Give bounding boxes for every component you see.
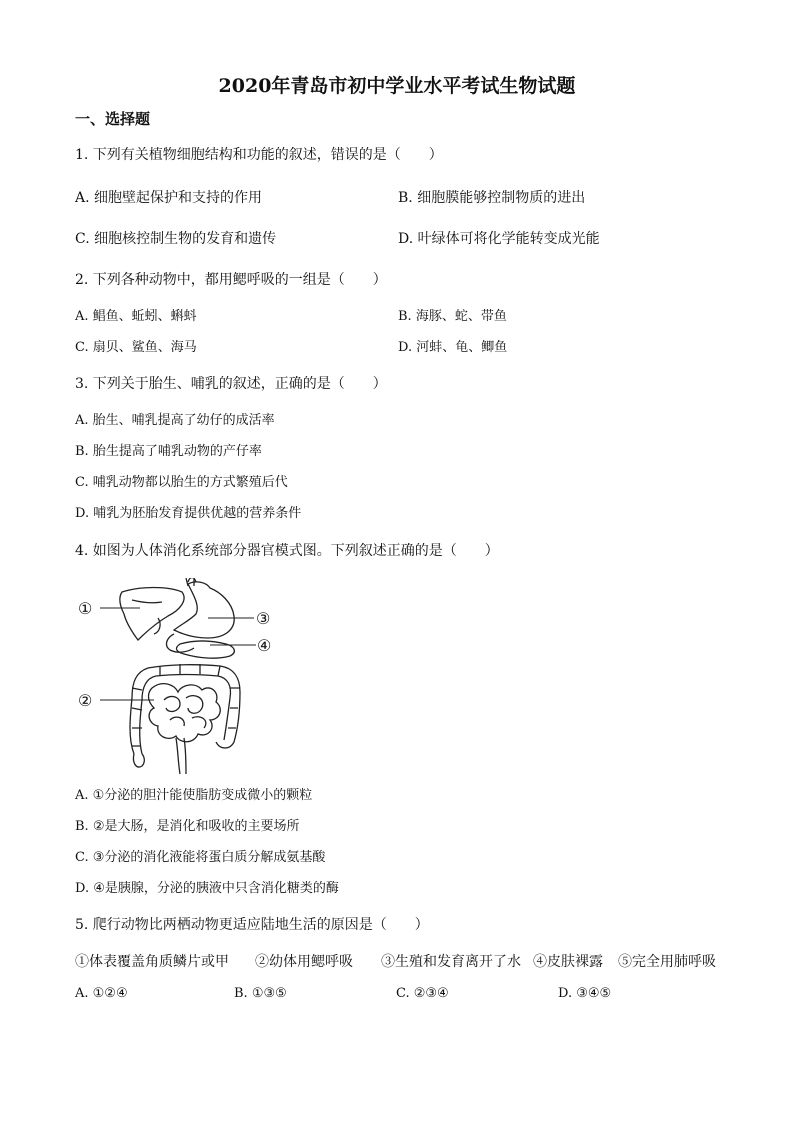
label-2: ② bbox=[78, 691, 93, 710]
question-2-option-c: C. 扇贝、鲨鱼、海马 bbox=[75, 340, 197, 355]
duodenum-shape bbox=[167, 634, 194, 652]
digestive-system-diagram bbox=[70, 578, 290, 776]
question-4-option-b: B. ②是大肠，是消化和吸收的主要场所 bbox=[75, 819, 300, 834]
question-1-option-b: B. 细胞膜能够控制物质的进出 bbox=[398, 190, 586, 206]
page-title: 2020年青岛市初中学业水平考试生物试题 bbox=[218, 75, 576, 97]
question-3-stem: 3. 下列关于胎生、哺乳的叙述，正确的是（ ） bbox=[75, 376, 387, 392]
question-5-option-a: A. ①②④ bbox=[75, 986, 128, 1001]
question-5-stem: 5. 爬行动物比两栖动物更适应陆地生活的原因是（ ） bbox=[75, 917, 429, 933]
question-5-option-d: D. ③④⑤ bbox=[558, 986, 612, 1001]
label-3: ③ bbox=[256, 609, 271, 628]
question-3-option-a: A. 胎生、哺乳提高了幼仔的成活率 bbox=[75, 413, 275, 428]
question-5-option-b: B. ①③⑤ bbox=[234, 986, 287, 1001]
question-5-statement-2: ②幼体用鳃呼吸 bbox=[255, 954, 353, 970]
small-intestine-shape bbox=[149, 684, 221, 742]
question-5-statement-1: ①体表覆盖角质鳞片或甲 bbox=[75, 954, 229, 970]
question-4-option-a: A. ①分泌的胆汁能使脂肪变成微小的颗粒 bbox=[75, 788, 313, 803]
stomach-shape bbox=[174, 582, 234, 638]
question-5-statement-4: ④皮肤裸露 bbox=[533, 954, 603, 970]
question-2-option-d: D. 河蚌、龟、鲫鱼 bbox=[398, 340, 508, 355]
pancreas-shape bbox=[177, 641, 235, 658]
question-1-stem: 1. 下列有关植物细胞结构和功能的叙述，错误的是（ ） bbox=[75, 147, 443, 163]
question-2-stem: 2. 下列各种动物中，都用鳃呼吸的一组是（ ） bbox=[75, 272, 387, 288]
question-3-option-d: D. 哺乳为胚胎发育提供优越的营养条件 bbox=[75, 506, 302, 521]
question-5-option-c: C. ②③④ bbox=[396, 986, 449, 1001]
question-1-option-a: A. 细胞壁起保护和支持的作用 bbox=[75, 190, 263, 206]
question-4-option-d: D. ④是胰腺，分泌的胰液中只含消化糖类的酶 bbox=[75, 881, 339, 896]
question-5-statement-3: ③生殖和发育离开了水 bbox=[381, 954, 521, 970]
question-2-option-b: B. 海豚、蛇、带鱼 bbox=[398, 309, 507, 324]
label-4: ④ bbox=[257, 636, 272, 655]
question-3-option-b: B. 胎生提高了哺乳动物的产仔率 bbox=[75, 444, 262, 459]
question-4-stem: 4. 如图为人体消化系统部分器官模式图。下列叙述正确的是（ ） bbox=[75, 543, 499, 559]
question-1-option-d: D. 叶绿体可将化学能转变成光能 bbox=[398, 231, 600, 247]
question-1-option-c: C. 细胞核控制生物的发育和遗传 bbox=[75, 231, 277, 247]
question-3-option-c: C. 哺乳动物都以胎生的方式繁殖后代 bbox=[75, 475, 288, 490]
question-5-statement-5: ⑤完全用肺呼吸 bbox=[618, 954, 716, 970]
liver-shape bbox=[120, 588, 184, 641]
gallbladder-shape bbox=[154, 618, 160, 634]
section-heading: 一、选择题 bbox=[75, 110, 151, 128]
label-1: ① bbox=[78, 599, 93, 618]
question-2-option-a: A. 鲳鱼、蚯蚓、蝌蚪 bbox=[75, 309, 197, 324]
question-4-option-c: C. ③分泌的消化液能将蛋白质分解成氨基酸 bbox=[75, 850, 326, 865]
